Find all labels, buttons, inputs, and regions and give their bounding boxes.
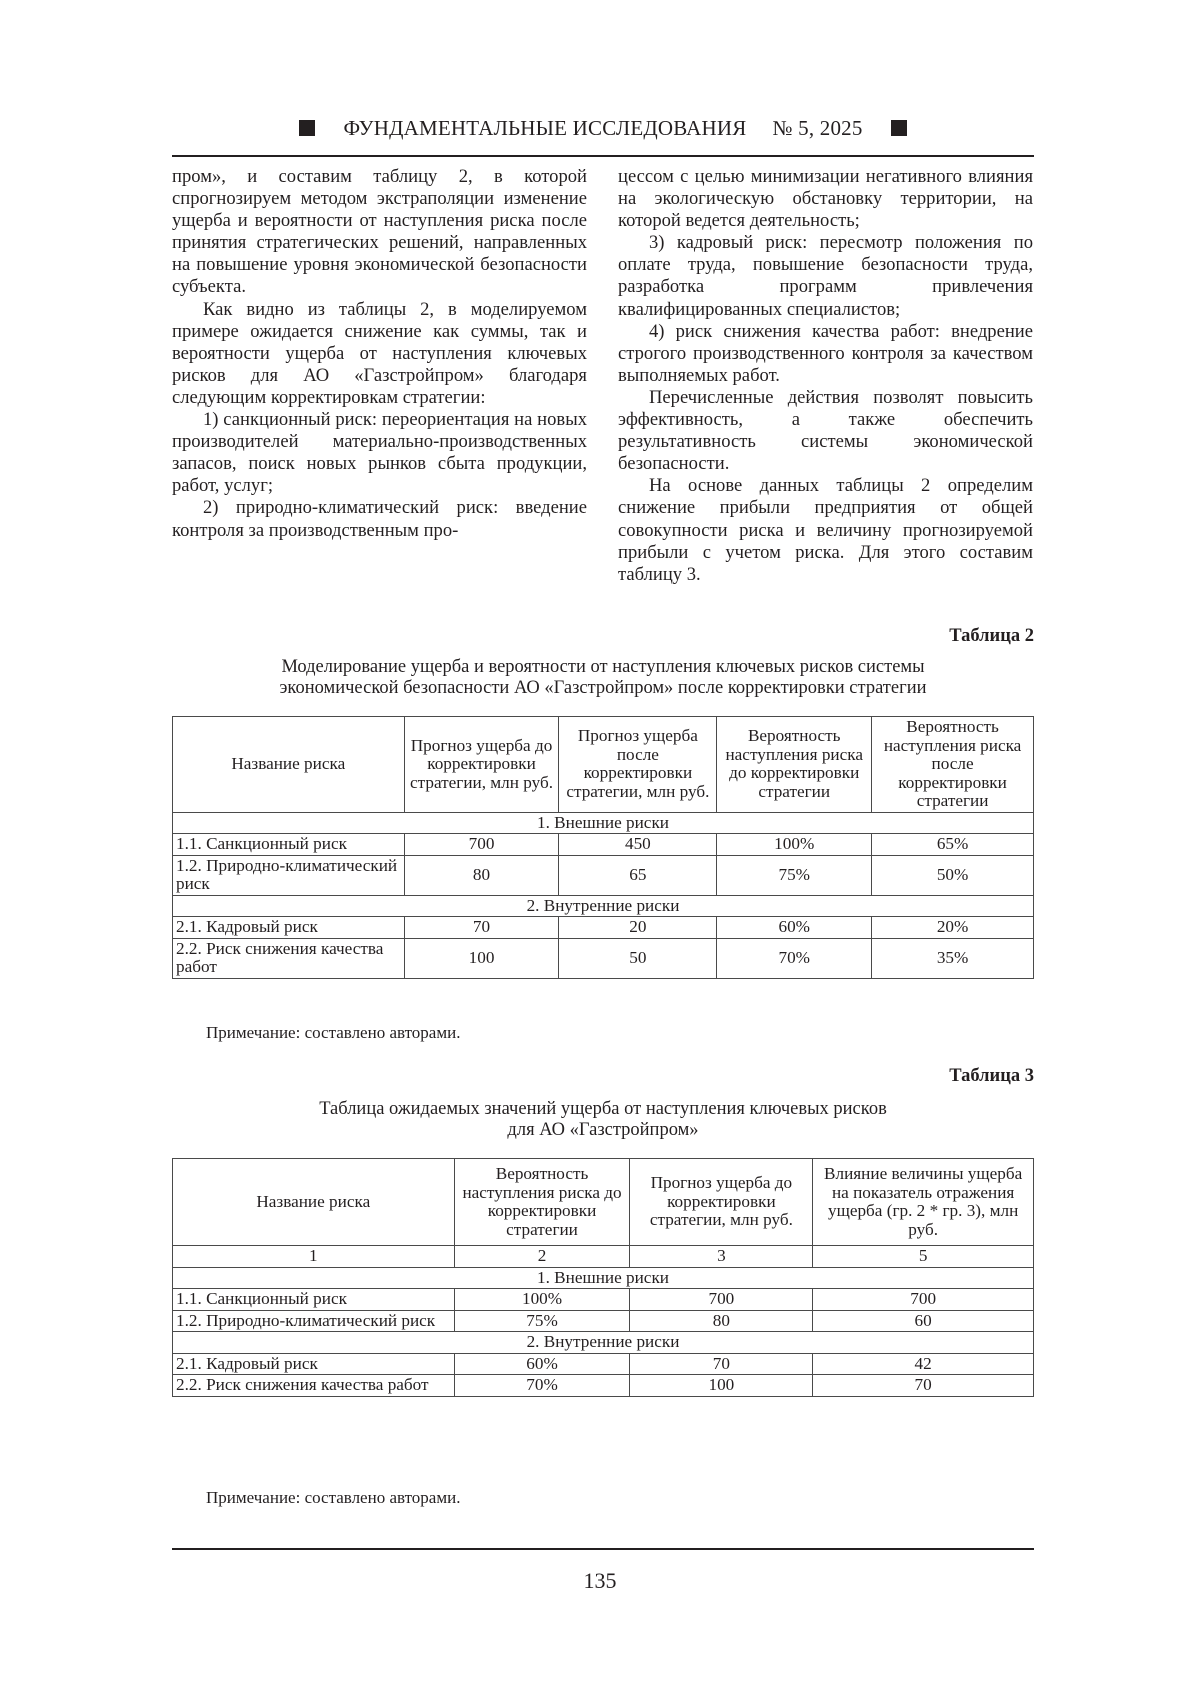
column-header: Прогноз ущерба до корректировки стратегии, млн руб.	[630, 1159, 813, 1246]
caption-line: экономической безопасности АО «Газстройпром» после корректировки стратегии	[279, 678, 927, 698]
paragraph: цессом с целью минимизации негативного влияния на экологическую обстановку территории, на которой ведется деятельность;	[618, 166, 1033, 232]
table-cell: 75%	[454, 1310, 630, 1332]
table-header-row	[173, 717, 1034, 813]
footer-rule	[172, 1548, 1034, 1550]
risk-name: 1.1. Санкционный риск	[173, 1289, 455, 1311]
table-row	[173, 855, 1034, 895]
table-cell: 100%	[717, 834, 872, 856]
table2-note: Примечание: составлено авторами.	[206, 1023, 461, 1042]
column-header: Влияние величины ущерба на показатель отражения ущерба (гр. 2 * гр. 3), млн руб.	[813, 1159, 1034, 1246]
column-number-row	[173, 1246, 1034, 1268]
column-number: 3	[630, 1246, 813, 1268]
table-row	[173, 917, 1034, 939]
table-cell: 450	[559, 834, 717, 856]
paragraph: пром», и составим таблицу 2, в которой спрогнозируем методом экстраполяции изменение ущерба и вероятности от наступления риска после принятия стратегических решений, направленных на повышение уровня экономической безопасности субъекта.	[172, 166, 587, 298]
column-header: Вероятность наступления риска до корректировки стратегии	[454, 1159, 630, 1246]
risk-name: 2.1. Кадровый риск	[173, 1353, 455, 1375]
table-cell: 70	[813, 1375, 1034, 1397]
text-column-left	[172, 166, 587, 542]
table-cell: 70	[404, 917, 559, 939]
column-header: Название риска	[173, 717, 405, 813]
table-cell: 100	[404, 938, 559, 978]
paragraph: Как видно из таблицы 2, в моделируемом примере ожидается снижение как суммы, так и вероятности ущерба от наступления ключевых рисков для АО «Газстройпром» благодаря следующим корректировкам стратегии:	[172, 298, 587, 408]
risk-name: 2.2. Риск снижения качества работ	[173, 938, 405, 978]
caption-line: для АО «Газстройпром»	[507, 1120, 699, 1140]
table-cell: 35%	[872, 938, 1034, 978]
risk-name: 2.1. Кадровый риск	[173, 917, 405, 939]
section-title: 2. Внутренние риски	[173, 895, 1034, 917]
table3-label: Таблица 3	[949, 1066, 1034, 1086]
section-row	[173, 1267, 1034, 1289]
table-row	[173, 1289, 1034, 1311]
square-bullet-icon	[891, 120, 907, 136]
section-title: 2. Внутренние риски	[173, 1332, 1034, 1354]
table-cell: 20%	[872, 917, 1034, 939]
table-cell: 70%	[717, 938, 872, 978]
caption-line: Моделирование ущерба и вероятности от наступления ключевых рисков системы	[281, 657, 925, 677]
table3	[172, 1158, 1034, 1397]
column-number: 5	[813, 1246, 1034, 1268]
risk-name: 2.2. Риск снижения качества работ	[173, 1375, 455, 1397]
table-row	[173, 1310, 1034, 1332]
table-cell: 50%	[872, 855, 1034, 895]
table-cell: 60%	[454, 1353, 630, 1375]
paragraph: На основе данных таблицы 2 определим снижение прибыли предприятия от общей совокупности риска и величину прогнозируемой прибыли с учетом риска. Для этого составим таблицу 3.	[618, 475, 1033, 585]
page-number: 135	[583, 1568, 617, 1593]
column-header: Вероятность наступления риска после корректировки стратегии	[872, 717, 1034, 813]
table-cell: 60	[813, 1310, 1034, 1332]
column-number: 2	[454, 1246, 630, 1268]
table2	[172, 716, 1034, 979]
paragraph: 3) кадровый риск: пересмотр положения по оплате труда, повышение безопасности труда, разработка программ привлечения квалифицированных специалистов;	[618, 232, 1033, 320]
paragraph: Перечисленные действия позволят повысить эффективность, а также обеспечить результативность системы экономической безопасности.	[618, 386, 1033, 475]
section-title: 1. Внешние риски	[173, 812, 1034, 834]
table-cell: 700	[630, 1289, 813, 1311]
table-header-row	[173, 1159, 1034, 1246]
caption-line: Таблица ожидаемых значений ущерба от наступления ключевых рисков	[319, 1099, 887, 1119]
table-cell: 65%	[872, 834, 1034, 856]
table-row	[173, 938, 1034, 978]
running-header	[172, 108, 1034, 148]
table-cell: 100	[630, 1375, 813, 1397]
square-bullet-icon	[299, 120, 315, 136]
table-cell: 70	[630, 1353, 813, 1375]
table2-caption	[172, 657, 1034, 699]
paragraph: 4) риск снижения качества работ: внедрение строгого производственного контроля за качеством выполняемых работ.	[618, 320, 1033, 386]
table-cell: 700	[813, 1289, 1034, 1311]
table-cell: 70%	[454, 1375, 630, 1397]
header-rule	[172, 155, 1034, 157]
table3-caption	[172, 1099, 1034, 1141]
table-cell: 75%	[717, 855, 872, 895]
table-cell: 60%	[717, 917, 872, 939]
table-cell: 100%	[454, 1289, 630, 1311]
text-column-right	[618, 166, 1033, 586]
paragraph: 1) санкционный риск: переориентация на новых производителей материально-производственных запасов, поиск новых рынков сбыта продукции, работ, услуг;	[172, 409, 587, 497]
table-row	[173, 834, 1034, 856]
section-row	[173, 895, 1034, 917]
table-row	[173, 1375, 1034, 1397]
table-cell: 42	[813, 1353, 1034, 1375]
table-cell: 20	[559, 917, 717, 939]
risk-name: 1.2. Природно-климатический риск	[173, 855, 405, 895]
table-cell: 700	[404, 834, 559, 856]
paragraph: 2) природно-климатический риск: введение контроля за производственным про-	[172, 497, 587, 541]
column-header: Название риска	[173, 1159, 455, 1246]
section-row	[173, 812, 1034, 834]
column-header: Прогноз ущерба до корректировки стратегии, млн руб.	[404, 717, 559, 813]
column-header: Прогноз ущерба после корректировки стратегии, млн руб.	[559, 717, 717, 813]
journal-title: ФУНДАМЕНТАЛЬНЫЕ ИССЛЕДОВАНИЯ	[343, 115, 747, 140]
table2-label: Таблица 2	[949, 626, 1034, 646]
column-number: 1	[173, 1246, 455, 1268]
section-row	[173, 1332, 1034, 1354]
table-cell: 80	[404, 855, 559, 895]
table-cell: 65	[559, 855, 717, 895]
column-header: Вероятность наступления риска до корректировки стратегии	[717, 717, 872, 813]
risk-name: 1.1. Санкционный риск	[173, 834, 405, 856]
table-cell: 80	[630, 1310, 813, 1332]
risk-name: 1.2. Природно-климатический риск	[173, 1310, 455, 1332]
table3-note: Примечание: составлено авторами.	[206, 1488, 461, 1507]
table-cell: 50	[559, 938, 717, 978]
issue-number: № 5, 2025	[772, 115, 863, 140]
section-title: 1. Внешние риски	[173, 1267, 1034, 1289]
table-row	[173, 1353, 1034, 1375]
